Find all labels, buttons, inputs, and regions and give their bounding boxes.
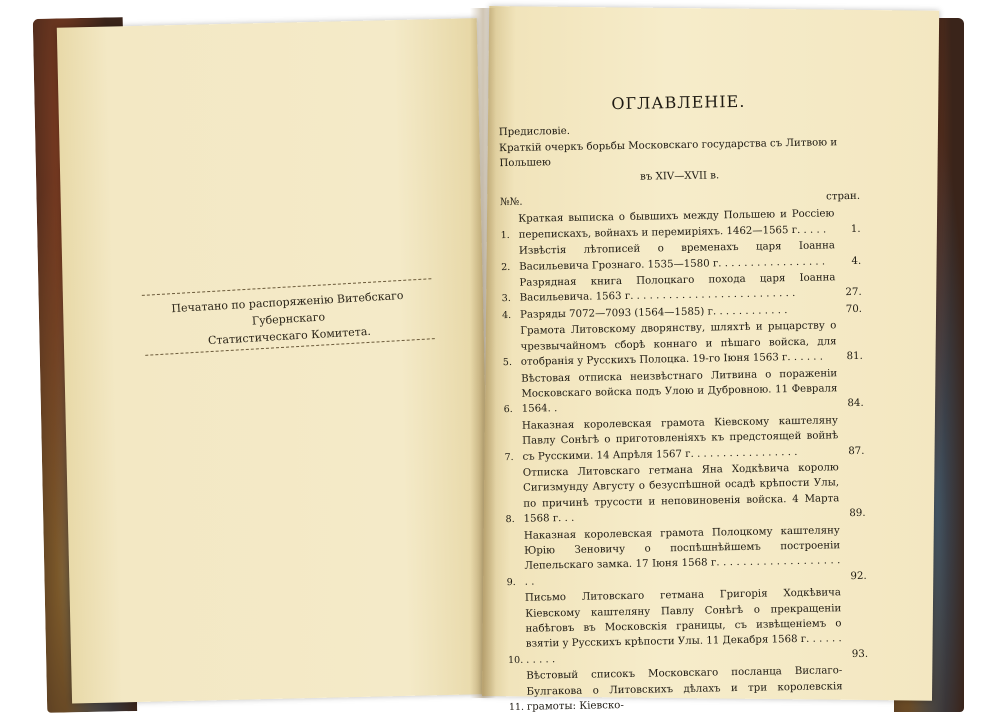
summary-line-2: въ XIV—XVII в. [500,165,860,187]
right-page [482,6,939,701]
entry-number: 6. [504,402,522,418]
entry-title: Извѣстія лѣтописей о временахъ царя Іоанна Васильевича Грознаго. 1535—1580 г. . . . . . . . . . . . . . . . . [519,239,835,275]
entry-page-number: 87. [838,443,864,459]
book-gutter [470,8,496,698]
toc-entry [503,365,864,417]
notice-line-2: Статистическаго Комитета. [144,319,434,353]
entry-number: 4. [502,308,520,324]
toc-entries [500,206,869,715]
entry-title: Вѣстовая отписка неизвѣстнаго Литвина о пораженіи Московскаго войска подъ Улою и Дубровною. 11 Февраля 1564. . [521,366,838,418]
entry-number: 5. [503,355,521,371]
entry-number: 2. [501,259,519,275]
entry-page-number: 4. [835,253,861,269]
toc-entry [501,270,861,307]
toc-entry [505,460,866,528]
entry-title: Наказная королевская грамота Кіевскому каштеляну Павлу Сонѣгѣ о приготовленіяхъ къ предстоящей войнѣ съ Русскими. 14 Апрѣля 1567 г. . . . . . . . . . . . . . . . . [522,413,839,465]
entry-number: 3. [502,291,520,307]
toc-entry [508,663,869,715]
entry-title: Разрядная книга Полоцкаго похода царя Іоанна Васильевича. 1563 г. . . . . . . . . . . . . . . . . . . . . . . . . . [519,270,835,306]
notice-line-1: Печатано по распоряженію Витебскаго Губернскаго [142,285,433,336]
toc-entry [501,238,861,275]
page-column-header: стран. [826,189,860,205]
preface-line: Предисловіе. [499,119,859,141]
toc-entry [502,318,863,370]
entry-page-number: 70. [836,302,862,318]
entry-page-number: 27. [836,285,862,301]
entry-number: 10. [508,653,526,669]
table-of-contents [498,92,869,717]
entry-title: Отписка Литовскаго гетмана Яна Ходкѣвича королю Сигизмунду Августу о безуспѣшной осадѣ крѣпости Улы, по причинѣ трусости и неповиновенія войска. 4 Марта 1568 г. . . [523,460,840,527]
entry-page-number: 92. [841,569,867,585]
entry-number: 1. [501,228,519,244]
summary-line-1: Краткій очеркъ борьбы Московскаго государства съ Литвою и Польшею [499,135,859,172]
entry-number: 7. [504,449,522,465]
entry-title: Краткая выписка о бывшихъ между Польшею и Россіею перепискахъ, войнахъ и перемиріяхъ. 1462—1565 г. . . . . [518,207,834,243]
left-page [57,18,492,703]
toc-entry [507,585,868,668]
number-column-header: №№. [500,195,523,211]
entry-page-number: 89. [839,506,865,522]
entry-number: 11. [509,700,527,716]
toc-entry [506,522,867,590]
printing-notice [142,276,435,362]
entry-number: 8. [505,512,523,528]
toc-entry [500,206,860,243]
entry-page-number: 84. [838,396,864,412]
entry-title: Письмо Литовскаго гетмана Григорія Ходкѣвича Кіевскому каштеляну Павлу Сонѣгѣ о прекращеніи набѣговъ въ Московскія границы, съ извѣщеніемъ о взятіи у Русскихъ крѣпости Улы. 11 Декабря 1568 г. . . . . . . . . . . [525,585,842,668]
toc-title: ОГЛАВЛЕНІЕ. [498,92,858,114]
entry-title: Наказная королевская грамота Полоцкому каштеляну Юрію Зеновичу о поспѣшнѣйшемъ построеніи Лепельскаго замка. 17 Іюня 1568 г. . . . . . . . . . . . . . . . . . . . . [524,523,841,590]
entry-page-number: 81. [837,349,863,365]
entry-page-number: 93. [842,647,868,663]
entry-number: 9. [507,575,525,591]
entry-page-number: 1. [834,222,860,238]
toc-entry [504,413,865,465]
entry-title: Разряды 7072—7093 (1564—1585) г. . . . . . . . . . . . [520,302,836,323]
entry-title: Грамота Литовскому дворянству, шляхтѣ и рыцарству о чрезвычайномъ сборѣ коннаго и пѣшаго войска, для отобранія у Русскихъ Полоцка. 19-го Іюня 1563 г. . . . . . [520,319,837,371]
entry-title: Вѣстовый списокъ Московскаго посланца Вислаго-Булгакова о Литовскихъ дѣлахъ и три королевскія грамоты: Кіевско- [526,663,843,715]
